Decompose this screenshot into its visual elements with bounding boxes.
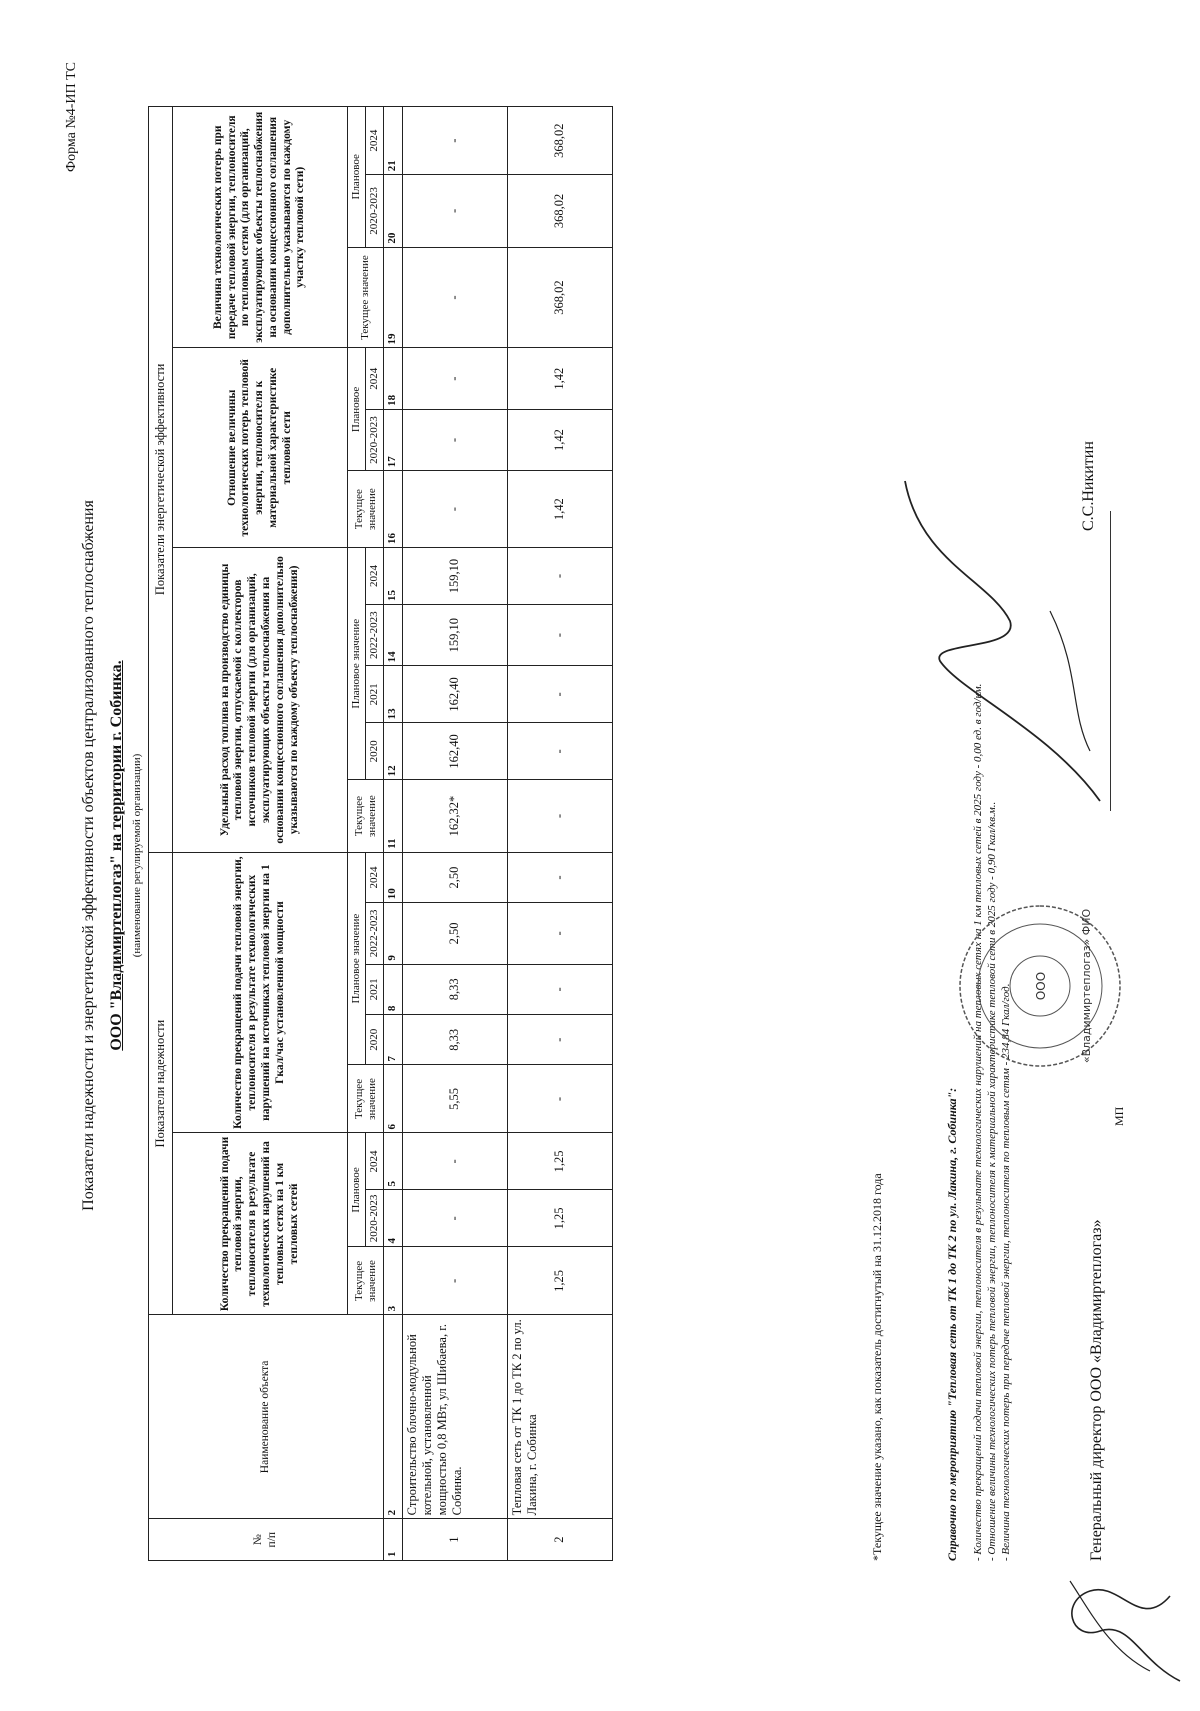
year-header: 2021 [366,964,384,1014]
year-header: 2021 [366,666,384,723]
year-header: 2020-2023 [366,1190,384,1247]
planned-header: Плановое [348,107,366,248]
note-item: - Количество прекращений подачи тепловой энергии, теплоносителя в результате технологических нарушений на тепловых сетях на 1 км тепловых сетей в 2025 году - 0,00 ед. в год/км. [972,683,984,1561]
notes-list [970,684,1014,1561]
table-cell: 159,10 [402,548,507,605]
table-cell: - [402,471,507,548]
table-cell: - [402,1190,507,1247]
row-number: 2 [507,1519,612,1561]
column-number: 17 [384,409,402,470]
current-header: Текущее значение [348,1065,384,1133]
column-number: 1 [384,1519,402,1561]
col-number-header: № п/п [149,1519,384,1561]
table-cell: 1,42 [507,471,612,548]
column-number: 14 [384,605,402,666]
planned-value-header: Плановое значение [348,548,366,780]
year-header: 2024 [366,1133,384,1190]
table-cell: 2,50 [402,852,507,902]
table-row [402,107,507,1561]
table-cell: 368,02 [507,175,612,247]
table-cell: 1,42 [507,348,612,409]
year-header: 2020 [366,1015,384,1065]
table-cell: 162,40 [402,666,507,723]
signature-line [1110,511,1111,811]
table-cell: - [507,780,612,852]
table-cell: 1,25 [507,1190,612,1247]
seal-place-label: МП [1112,1106,1126,1126]
year-header: 2024 [366,852,384,902]
table-cell: 368,02 [507,107,612,175]
col-name-header: Наименование объекта [149,1315,384,1519]
table-cell: - [402,107,507,175]
stamp-outer-text: «Владимиртеплогаз» ФИО [1080,908,1093,1064]
year-header: 2022-2023 [366,605,384,666]
year-header: 2024 [366,348,384,409]
year-header: 2020-2023 [366,409,384,470]
director-signature-mark [1050,1571,1190,1691]
column-number: 21 [384,107,402,175]
stamp-center-text: ООО [1034,971,1048,1001]
table-cell: 2,50 [402,903,507,964]
column-number: 5 [384,1133,402,1190]
table-cell: 159,10 [402,605,507,666]
column-number: 16 [384,471,402,548]
table-cell: 5,55 [402,1065,507,1133]
planned-value-header: Плановое значение [348,852,366,1065]
column-number-row [384,107,402,1561]
column-number: 8 [384,964,402,1014]
column-number: 6 [384,1065,402,1133]
table-cell: - [402,247,507,348]
efficiency-group-header: Показатели энергетической эффективности [149,107,173,853]
column-number: 9 [384,903,402,964]
column-number: 20 [384,175,402,247]
table-row [507,107,612,1561]
table-cell: - [507,964,612,1014]
column-number: 4 [384,1190,402,1247]
table-cell: 8,33 [402,964,507,1014]
title-block [80,0,143,1711]
table-cell: - [507,852,612,902]
organization-name: ООО "Владимиртеплогаз" на территории г. Собинка. [108,660,125,1051]
signature-mark [900,451,1110,811]
column-number: 11 [384,780,402,852]
object-name: Строительство блочно-модульной котельной, установленной мощностью 0,8 МВт, ул Шибаева, г. Собинка. [402,1315,507,1519]
table-cell: - [402,1133,507,1190]
indicator-network-interruptions: Количество прекращений подачи тепловой энергии, теплоносителя в результате технологических нарушений на тепловых сетях на 1 км тепловых сетей [173,1133,348,1315]
column-number: 2 [384,1315,402,1519]
year-header: 2022-2023 [366,903,384,964]
year-header: 2020-2023 [366,175,384,247]
table-cell: - [507,548,612,605]
indicator-source-interruptions: Количество прекращений подачи тепловой энергии, теплоносителя в результате технологических нарушений на источниках тепловой энергии на 1 Гкал/час установленной мощности [173,852,348,1133]
table-cell: - [402,409,507,470]
current-header: Текущее значение [348,780,384,852]
column-number: 3 [384,1247,402,1315]
table-cell: - [402,175,507,247]
current-header: Текущее значение [348,1247,384,1315]
table-cell: 8,33 [402,1015,507,1065]
table-cell: - [402,1247,507,1315]
table-cell: 162,40 [402,723,507,780]
column-number: 10 [384,852,402,902]
indicator-loss-ratio: Отношение величины технологических потерь тепловой энергии, теплоносителя к материальной характеристике тепловой сети [173,348,348,548]
column-number: 13 [384,666,402,723]
form-number: Форма №4-ИП ТС [64,62,79,172]
organization-line [108,0,126,1711]
reliability-group-header: Показатели надежности [149,852,173,1315]
table-cell: - [507,723,612,780]
table-cell: 162,32* [402,780,507,852]
planned-header: Плановое [348,1133,366,1247]
table-cell: - [402,348,507,409]
year-header: 2024 [366,107,384,175]
current-header: Текущее значение [348,471,384,548]
table-cell: - [507,666,612,723]
organization-caption: (наименование регулируемой организации) [131,753,143,958]
table-cell: 368,02 [507,247,612,348]
planned-header: Плановое [348,348,366,471]
year-header: 2024 [366,548,384,605]
table-cell: - [507,605,612,666]
indicators-table [148,106,613,1561]
indicator-heat-losses: Величина технологических потерь при передаче тепловой энергии, теплоносителя по тепловым сетям (для организаций, эксплуатирующих объекты теплоснабжения на основании концессионного соглашения дополнительно указываются по каждому участку тепловой сети) [173,107,348,349]
reference-heading: Справочно по мероприятию "Тепловая сеть от ТК 1 до ТК 2 по ул. Лакина, г. Собинка": [945,1087,959,1561]
note-item: - Отношение величины технологических потерь тепловой энергии, теплоносителя к материальной характеристике тепловой сети в 2025 году - 0,90 Гкал/кв.м.. [986,801,998,1561]
table-cell: - [507,1065,612,1133]
column-number: 18 [384,348,402,409]
column-number: 19 [384,247,402,348]
table-cell: 1,25 [507,1133,612,1190]
stamp-seal [955,901,1125,1071]
year-header: 2020 [366,723,384,780]
table-cell: - [507,1015,612,1065]
indicator-fuel-consumption: Удельный расход топлива на производство единицы тепловой энергии, отпускаемой с коллекторов источников тепловой энергии (для организаций, эксплуатирующих объекты теплоснабжения на основании концессионного соглашения дополнительно указываются по каждому объекту теплоснабжения) [173,548,348,853]
signatory-title: Генеральный директор ООО «Владимиртеплогаз» [1088,1219,1105,1561]
row-number: 1 [402,1519,507,1561]
column-number: 12 [384,723,402,780]
column-number: 15 [384,548,402,605]
page-title: Показатели надежности и энергетической эффективности объектов централизованного теплоснабжения [80,500,97,1211]
table-cell: - [507,903,612,964]
column-number: 7 [384,1015,402,1065]
footnote: *Текущее значение указано, как показатель достигнутый на 31.12.2018 года [870,1173,884,1561]
table-cell: 1,25 [507,1247,612,1315]
note-item: - Величина технологических потерь при передаче тепловой энергии, теплоносителя по тепловым сетям - 234,84 Гкал/год. [1000,983,1012,1561]
signatory-name: С.С.Никитин [1080,441,1097,531]
object-name: Тепловая сеть от ТК 1 до ТК 2 по ул. Лакина, г. Собинка [507,1315,612,1519]
header-row-groups [149,107,173,1561]
current-header: Текущее значение [348,247,384,348]
table-cell: 1,42 [507,409,612,470]
